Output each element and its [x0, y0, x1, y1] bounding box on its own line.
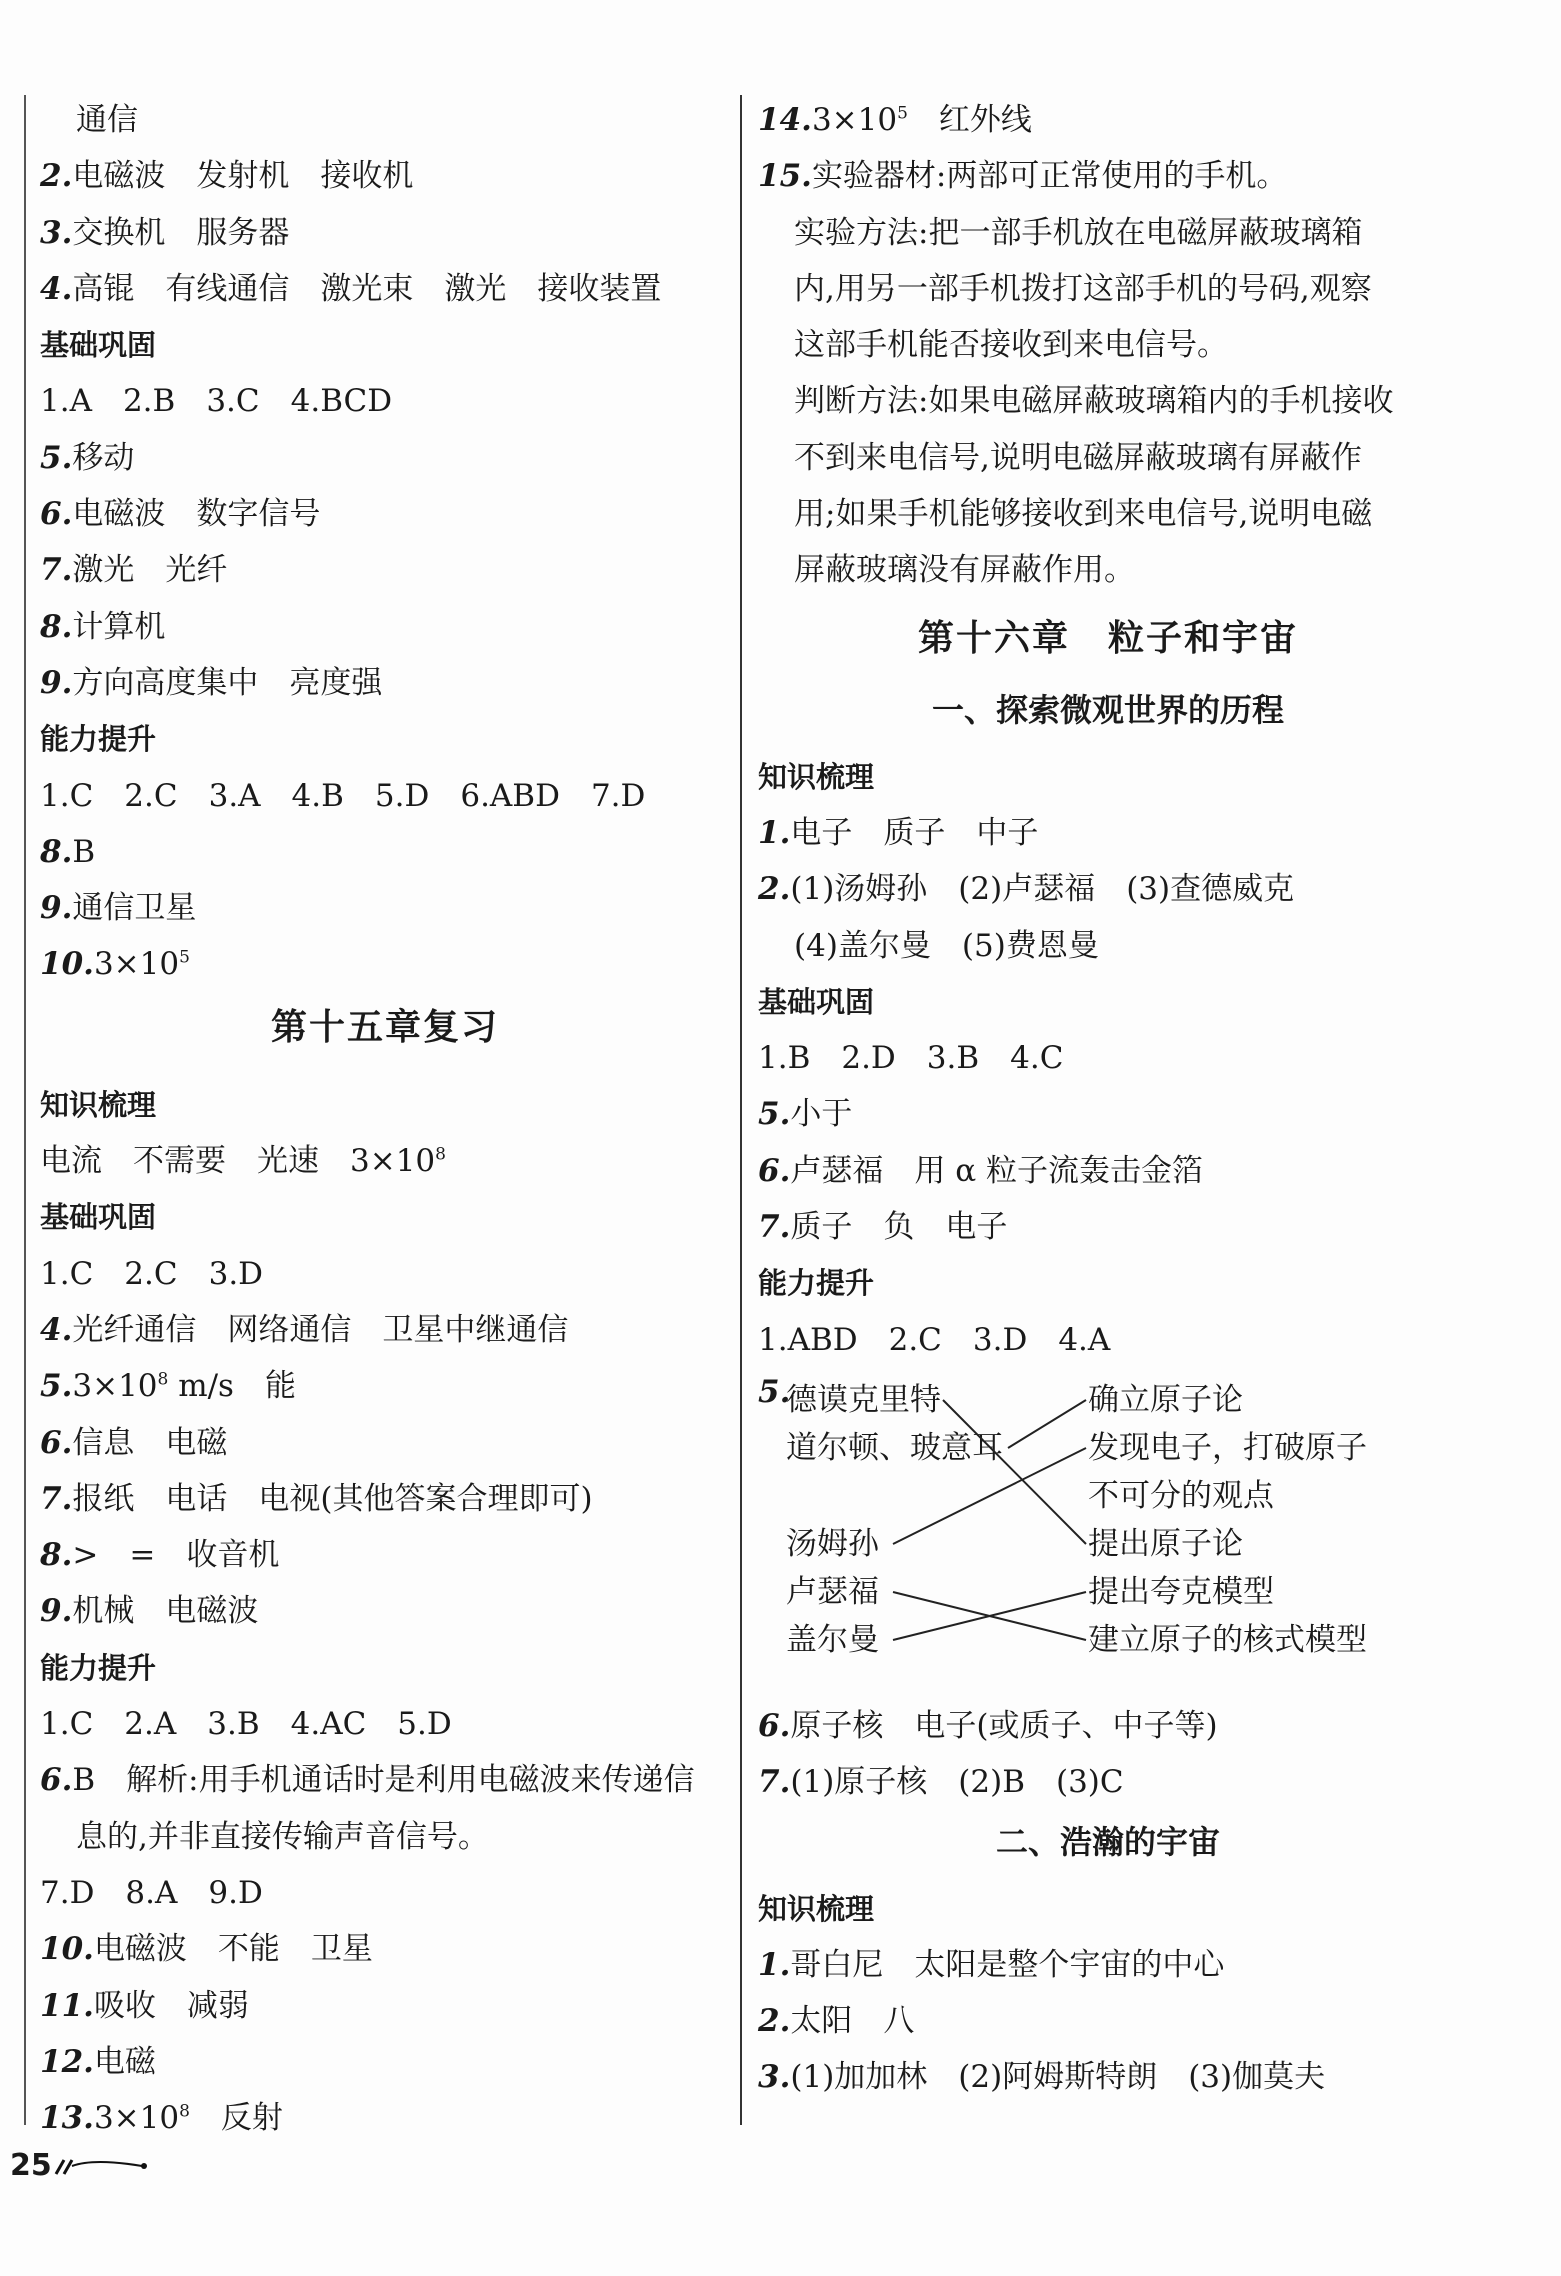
answer-line: (4)盖尔曼 (5)费恩曼: [794, 927, 1099, 964]
answer-line: $13.3\times 10^8$ 反射: [40, 2100, 283, 2137]
answer-line: 3.(1)加加林 (2)阿姆斯特朗 (3)伽莫夫: [758, 2059, 1326, 2096]
answer-line: 7.激光 光纤: [40, 552, 228, 589]
section-heading: 知识梳理: [40, 1087, 157, 1122]
answer-line: 15.实验器材:两部可正常使用的手机。: [758, 158, 1288, 195]
section-heading: 基础巩固: [758, 984, 875, 1019]
answer-line: 2.太阳 八: [758, 2003, 915, 2040]
answer-line: 7.D 8.A 9.D: [40, 1874, 263, 1911]
answer-line: 1.电子 质子 中子: [758, 814, 1039, 851]
match-left-item: 卢瑟福: [786, 1573, 879, 1610]
match-left-item: 德谟克里特: [786, 1381, 941, 1418]
matching-diagram: [758, 1368, 1458, 1698]
answer-line: 1.B 2.D 3.B 4.C: [758, 1040, 1064, 1077]
answer-line: 8.> = 收音机: [40, 1537, 280, 1574]
answer-line: 4.高锟 有线通信 激光束 激光 接收装置: [40, 270, 662, 307]
answer-line: 11.吸收 减弱: [40, 1987, 249, 2024]
section-heading: 能力提升: [40, 722, 157, 757]
answer-line: $5.3\times 10^8$ m/s 能: [40, 1368, 296, 1405]
answer-line: 6.电磁波 数字信号: [40, 496, 321, 533]
answer-line: 息的,并非直接传输声音信号。: [76, 1818, 489, 1855]
chapter-title: 第十五章复习: [270, 1006, 499, 1048]
match-right-item: 不可分的观点: [1088, 1477, 1274, 1514]
answer-line: 用;如果手机能够接收到来电信号,说明电磁: [794, 496, 1373, 533]
right-column: [758, 92, 1458, 2106]
left-column: [40, 92, 730, 2146]
match-left-item: 盖尔曼: [786, 1621, 879, 1658]
match-left-item: 汤姆孙: [786, 1525, 879, 1562]
answer-line: 1.哥白尼 太阳是整个宇宙的中心: [758, 1946, 1225, 1983]
answer-line: 不到来电信号,说明电磁屏蔽玻璃有屏蔽作: [794, 439, 1362, 476]
answer-line: 这部手机能否接收到来电信号。: [794, 327, 1228, 364]
section-title: 一、探索微观世界的历程: [931, 690, 1284, 729]
answer-line: 3.交换机 服务器: [40, 214, 290, 251]
section-heading: 能力提升: [40, 1650, 157, 1685]
match-line: [893, 1448, 1086, 1544]
answer-line: 1.A 2.B 3.C 4.BCD: [40, 383, 393, 420]
answer-line: $14.3\times 10^5$ 红外线: [758, 102, 1032, 138]
answer-line: 9.机械 电磁波: [40, 1593, 259, 1630]
answer-line: 电流 不需要 光速 $3\times 10^8$: [40, 1143, 446, 1180]
answer-line: 7.报纸 电话 电视(其他答案合理即可): [40, 1480, 593, 1517]
answer-line: 7.(1)原子核 (2)B (3)C: [758, 1764, 1124, 1801]
answer-line: 12.电磁: [40, 2043, 156, 2080]
match-number: 5.: [758, 1373, 791, 1410]
answer-line: 6.原子核 电子(或质子、中子等): [758, 1707, 1218, 1744]
section-heading: 基础巩固: [40, 1200, 157, 1235]
section-title: 二、浩瀚的宇宙: [995, 1822, 1220, 1861]
answer-line: 1.ABD 2.C 3.D 4.A: [758, 1321, 1111, 1358]
match-line: [943, 1400, 1086, 1544]
match-right-item: 建立原子的核式模型: [1088, 1621, 1367, 1658]
answer-line: 6.信息 电磁: [40, 1424, 228, 1461]
section-heading: 能力提升: [758, 1266, 875, 1301]
answer-line: 8.计算机: [40, 608, 166, 645]
section-heading: 知识梳理: [758, 1891, 875, 1926]
answer-line: 4.光纤通信 网络通信 卫星中继通信: [40, 1311, 569, 1348]
match-lines: [758, 1368, 1458, 1698]
answer-line: 1.C 2.C 3.A 4.B 5.D 6.ABD 7.D: [40, 777, 646, 814]
answer-line: 1.C 2.A 3.B 4.AC 5.D: [40, 1706, 452, 1743]
answer-line: 判断方法:如果电磁屏蔽玻璃箱内的手机接收: [794, 383, 1394, 420]
answer-line: 5.小于: [758, 1096, 853, 1133]
answer-line: 内,用另一部手机拨打这部手机的号码,观察: [794, 270, 1372, 307]
match-line: [1008, 1400, 1086, 1448]
left-margin-rule: [24, 95, 26, 2125]
match-left-item: 道尔顿、玻意耳: [786, 1429, 1003, 1466]
match-right-item: 提出夸克模型: [1088, 1573, 1274, 1610]
answer-line: $10.3\times 10^5$: [40, 946, 190, 983]
section-heading: 基础巩固: [40, 328, 157, 363]
answer-line: 通信: [76, 102, 138, 138]
answer-line: 屏蔽玻璃没有屏蔽作用。: [794, 552, 1135, 589]
chapter-title: 第十六章 粒子和宇宙: [917, 617, 1298, 659]
answer-line: 2.(1)汤姆孙 (2)卢瑟福 (3)查德威克: [758, 871, 1295, 908]
match-right-item: 提出原子论: [1088, 1525, 1243, 1562]
answer-line: 9.方向高度集中 亮度强: [40, 664, 383, 701]
answer-line: 6.卢瑟福 用 α 粒子流轰击金箔: [758, 1152, 1204, 1189]
page-number: 25: [10, 2148, 52, 2183]
section-heading: 知识梳理: [758, 759, 875, 794]
match-right-item: 确立原子论: [1088, 1381, 1243, 1418]
answer-line: 6.B 解析:用手机通话时是利用电磁波来传递信: [40, 1762, 695, 1799]
answer-line: 7.质子 负 电子: [758, 1209, 1008, 1246]
answer-line: 1.C 2.C 3.D: [40, 1255, 264, 1292]
match-right-item: 发现电子，打破原子: [1088, 1429, 1367, 1466]
answer-line: 5.移动: [40, 439, 135, 476]
answer-line: 10.电磁波 不能 卫星: [40, 1931, 373, 1968]
answer-line: 2.电磁波 发射机 接收机: [40, 158, 414, 195]
column-divider: [740, 95, 742, 2125]
publisher-logo-icon: [54, 2152, 150, 2178]
answer-line: 8.B: [40, 833, 96, 870]
answer-line: 9.通信卫星: [40, 890, 197, 927]
answer-line: 实验方法:把一部手机放在电磁屏蔽玻璃箱: [794, 214, 1363, 251]
